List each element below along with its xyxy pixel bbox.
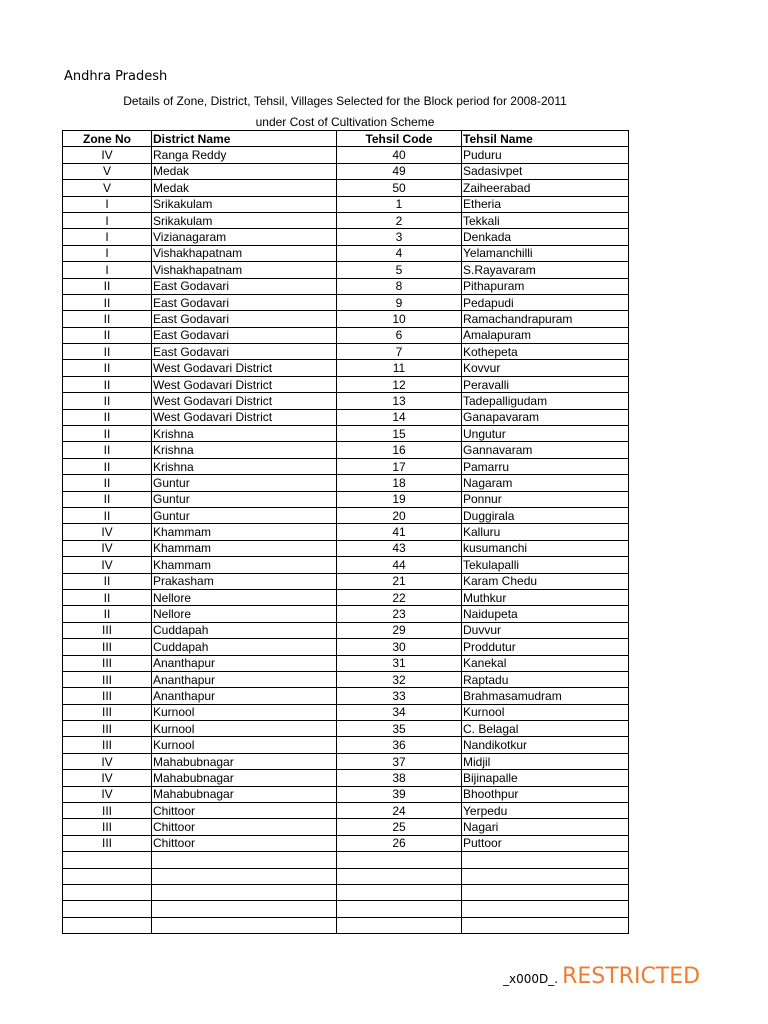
tehsil-name-cell: Muthkur xyxy=(462,589,629,605)
tehsil-code-cell: 13 xyxy=(337,393,462,409)
tehsil-code-cell: 20 xyxy=(337,507,462,523)
header-tehsil-name: Tehsil Name xyxy=(462,131,629,147)
table-row xyxy=(63,294,629,310)
tehsil-name-cell: Pamarru xyxy=(462,458,629,474)
empty-cell xyxy=(63,901,152,917)
zone-no-cell: II xyxy=(63,589,152,605)
table-row xyxy=(63,819,629,835)
tehsil-code-cell: 1 xyxy=(337,196,462,212)
state-title: Andhra Pradesh xyxy=(64,69,168,84)
footer-code: _x000D_ xyxy=(503,972,555,986)
zone-no-cell: II xyxy=(63,294,152,310)
tehsil-name-cell: Kanekal xyxy=(462,655,629,671)
zone-no-cell: IV xyxy=(63,147,152,163)
empty-cell xyxy=(152,852,337,868)
tehsil-code-cell: 22 xyxy=(337,589,462,605)
empty-cell xyxy=(462,901,629,917)
empty-cell xyxy=(63,884,152,900)
empty-cell xyxy=(63,917,152,933)
document-subtitle-line2: under Cost of Cultivation Scheme xyxy=(255,115,435,129)
district-name-cell: Vishakhapatnam xyxy=(152,245,337,261)
tehsil-name-cell: Karam Chedu xyxy=(462,573,629,589)
district-name-cell: Prakasham xyxy=(152,573,337,589)
tehsil-name-cell: Nagaram xyxy=(462,475,629,491)
zone-no-cell: II xyxy=(63,393,152,409)
zone-no-cell: II xyxy=(63,606,152,622)
zone-no-cell: III xyxy=(63,704,152,720)
tehsil-code-cell: 21 xyxy=(337,573,462,589)
table-row xyxy=(63,212,629,228)
district-name-cell: Krishna xyxy=(152,442,337,458)
zone-no-cell: I xyxy=(63,196,152,212)
zone-no-cell: IV xyxy=(63,540,152,556)
district-name-cell: Ranga Reddy xyxy=(152,147,337,163)
district-name-cell: Chittoor xyxy=(152,803,337,819)
empty-cell xyxy=(63,852,152,868)
zone-no-cell: V xyxy=(63,163,152,179)
zone-no-cell: II xyxy=(63,491,152,507)
table-row xyxy=(63,327,629,343)
zone-no-cell: III xyxy=(63,639,152,655)
tehsil-code-cell: 24 xyxy=(337,803,462,819)
district-name-cell: West Godavari District xyxy=(152,376,337,392)
table-row xyxy=(63,196,629,212)
district-name-cell: East Godavari xyxy=(152,294,337,310)
empty-cell xyxy=(152,868,337,884)
tehsil-name-cell: Kovvur xyxy=(462,360,629,376)
zone-no-cell: I xyxy=(63,229,152,245)
tehsil-name-cell: Yerpedu xyxy=(462,803,629,819)
zone-no-cell: III xyxy=(63,671,152,687)
tehsil-name-cell: Amalapuram xyxy=(462,327,629,343)
tehsil-name-cell: Tekkali xyxy=(462,212,629,228)
zone-no-cell: II xyxy=(63,475,152,491)
district-name-cell: Kurnool xyxy=(152,704,337,720)
empty-cell xyxy=(337,852,462,868)
tehsil-code-cell: 32 xyxy=(337,671,462,687)
empty-cell xyxy=(152,884,337,900)
table-row xyxy=(63,589,629,605)
tehsil-code-cell: 11 xyxy=(337,360,462,376)
district-name-cell: West Godavari District xyxy=(152,393,337,409)
tehsil-name-cell: Pithapuram xyxy=(462,278,629,294)
tehsil-name-cell: Ramachandrapuram xyxy=(462,311,629,327)
tehsil-code-cell: 10 xyxy=(337,311,462,327)
tehsil-name-cell: Sadasivpet xyxy=(462,163,629,179)
district-name-cell: Cuddapah xyxy=(152,622,337,638)
zone-no-cell: II xyxy=(63,458,152,474)
district-name-cell: Mahabubnagar xyxy=(152,786,337,802)
table-row xyxy=(63,376,629,392)
tehsil-name-cell: Ponnur xyxy=(462,491,629,507)
header-zone-no: Zone No xyxy=(63,131,152,147)
zone-no-cell: III xyxy=(63,655,152,671)
tehsil-name-cell: Kothepeta xyxy=(462,344,629,360)
tehsil-code-cell: 25 xyxy=(337,819,462,835)
district-name-cell: Cuddapah xyxy=(152,639,337,655)
district-name-cell: Chittoor xyxy=(152,835,337,851)
zone-no-cell: II xyxy=(63,376,152,392)
tehsil-name-cell: Naidupeta xyxy=(462,606,629,622)
table-row xyxy=(63,704,629,720)
district-name-cell: Ananthapur xyxy=(152,688,337,704)
zone-no-cell: II xyxy=(63,327,152,343)
tehsil-name-cell: Nagari xyxy=(462,819,629,835)
table-row xyxy=(63,163,629,179)
table-row xyxy=(63,475,629,491)
table-row xyxy=(63,671,629,687)
tehsil-code-cell: 18 xyxy=(337,475,462,491)
table-row xyxy=(63,180,629,196)
tehsil-code-cell: 43 xyxy=(337,540,462,556)
zone-no-cell: IV xyxy=(63,786,152,802)
district-name-cell: Vizianagaram xyxy=(152,229,337,245)
table-row xyxy=(63,622,629,638)
tehsil-name-cell: Zaiheerabad xyxy=(462,180,629,196)
district-name-cell: Mahabubnagar xyxy=(152,753,337,769)
footer-dot: . xyxy=(554,972,559,986)
tehsil-name-cell: Gannavaram xyxy=(462,442,629,458)
empty-cell xyxy=(152,901,337,917)
table-row xyxy=(63,557,629,573)
zone-no-cell: IV xyxy=(63,557,152,573)
district-name-cell: Khammam xyxy=(152,524,337,540)
table-row xyxy=(63,245,629,261)
empty-table-row xyxy=(63,852,629,868)
district-name-cell: Nellore xyxy=(152,606,337,622)
tehsil-code-cell: 50 xyxy=(337,180,462,196)
tehsil-code-cell: 44 xyxy=(337,557,462,573)
zone-no-cell: II xyxy=(63,442,152,458)
zone-no-cell: III xyxy=(63,819,152,835)
tehsil-name-cell: S.Rayavaram xyxy=(462,262,629,278)
zone-no-cell: II xyxy=(63,426,152,442)
tehsil-code-cell: 14 xyxy=(337,409,462,425)
tehsil-code-cell: 49 xyxy=(337,163,462,179)
zone-no-cell: I xyxy=(63,245,152,261)
zone-no-cell: V xyxy=(63,180,152,196)
district-name-cell: Vishakhapatnam xyxy=(152,262,337,278)
table-row xyxy=(63,278,629,294)
zone-no-cell: III xyxy=(63,835,152,851)
tehsil-name-cell: Kurnool xyxy=(462,704,629,720)
tehsil-name-cell: Etheria xyxy=(462,196,629,212)
table-row xyxy=(63,573,629,589)
tehsil-code-cell: 37 xyxy=(337,753,462,769)
tehsil-code-cell: 35 xyxy=(337,721,462,737)
footer-label xyxy=(503,964,700,989)
tehsil-code-cell: 33 xyxy=(337,688,462,704)
empty-cell xyxy=(462,868,629,884)
tehsil-name-cell: Midjil xyxy=(462,753,629,769)
tehsil-name-cell: Puttoor xyxy=(462,835,629,851)
district-name-cell: Khammam xyxy=(152,557,337,573)
tehsil-code-cell: 9 xyxy=(337,294,462,310)
header-tehsil-code: Tehsil Code xyxy=(337,131,462,147)
tehsil-name-cell: Ganapavaram xyxy=(462,409,629,425)
zone-no-cell: II xyxy=(63,311,152,327)
table-header-row xyxy=(63,131,629,147)
tehsil-code-cell: 38 xyxy=(337,770,462,786)
tehsil-name-cell: Denkada xyxy=(462,229,629,245)
district-name-cell: Krishna xyxy=(152,426,337,442)
table-row xyxy=(63,360,629,376)
tehsil-code-cell: 3 xyxy=(337,229,462,245)
tehsil-code-cell: 4 xyxy=(337,245,462,261)
district-name-cell: West Godavari District xyxy=(152,409,337,425)
header-district-name: District Name xyxy=(152,131,337,147)
table-row xyxy=(63,803,629,819)
district-name-cell: Kurnool xyxy=(152,737,337,753)
tehsil-name-cell: Tadepalligudam xyxy=(462,393,629,409)
district-name-cell: Guntur xyxy=(152,475,337,491)
tehsil-code-cell: 5 xyxy=(337,262,462,278)
table-row xyxy=(63,721,629,737)
table-row xyxy=(63,737,629,753)
tehsil-code-cell: 17 xyxy=(337,458,462,474)
empty-cell xyxy=(462,852,629,868)
tehsil-code-cell: 31 xyxy=(337,655,462,671)
table-row xyxy=(63,639,629,655)
tehsil-name-cell: Peravalli xyxy=(462,376,629,392)
table-row xyxy=(63,507,629,523)
table-row xyxy=(63,770,629,786)
district-name-cell: Medak xyxy=(152,163,337,179)
table-row xyxy=(63,835,629,851)
tehsil-code-cell: 29 xyxy=(337,622,462,638)
zone-no-cell: III xyxy=(63,737,152,753)
tehsil-code-cell: 23 xyxy=(337,606,462,622)
tehsil-name-cell: Pedapudi xyxy=(462,294,629,310)
table-row xyxy=(63,393,629,409)
district-name-cell: Krishna xyxy=(152,458,337,474)
table-row xyxy=(63,786,629,802)
district-name-cell: Guntur xyxy=(152,507,337,523)
zone-no-cell: II xyxy=(63,507,152,523)
table-row xyxy=(63,311,629,327)
tehsil-code-cell: 8 xyxy=(337,278,462,294)
tehsil-name-cell: Kalluru xyxy=(462,524,629,540)
zone-no-cell: IV xyxy=(63,770,152,786)
empty-cell xyxy=(337,901,462,917)
tehsil-name-cell: Puduru xyxy=(462,147,629,163)
district-name-cell: East Godavari xyxy=(152,311,337,327)
zone-no-cell: IV xyxy=(63,753,152,769)
district-name-cell: Kurnool xyxy=(152,721,337,737)
tehsil-code-cell: 12 xyxy=(337,376,462,392)
district-name-cell: East Godavari xyxy=(152,327,337,343)
empty-cell xyxy=(63,868,152,884)
document-subtitle: Details of Zone, District, Tehsil, Villages Selected for the Block period for 2008-2011 xyxy=(123,94,567,108)
district-name-cell: Chittoor xyxy=(152,819,337,835)
table-row xyxy=(63,458,629,474)
tehsil-code-cell: 30 xyxy=(337,639,462,655)
empty-table-row xyxy=(63,884,629,900)
district-name-cell: Ananthapur xyxy=(152,655,337,671)
table-row xyxy=(63,753,629,769)
tehsil-code-cell: 40 xyxy=(337,147,462,163)
zone-no-cell: II xyxy=(63,278,152,294)
tehsil-code-cell: 26 xyxy=(337,835,462,851)
zone-no-cell: II xyxy=(63,344,152,360)
tehsil-name-cell: Duvvur xyxy=(462,622,629,638)
tehsil-name-cell: Yelamanchilli xyxy=(462,245,629,261)
tehsil-code-cell: 36 xyxy=(337,737,462,753)
district-name-cell: Khammam xyxy=(152,540,337,556)
table-body xyxy=(63,147,629,934)
table-row xyxy=(63,426,629,442)
table-row xyxy=(63,409,629,425)
district-name-cell: Medak xyxy=(152,180,337,196)
zone-no-cell: I xyxy=(63,262,152,278)
zone-no-cell: III xyxy=(63,622,152,638)
empty-cell xyxy=(337,884,462,900)
district-name-cell: Ananthapur xyxy=(152,671,337,687)
tehsil-name-cell: kusumanchi xyxy=(462,540,629,556)
table-row xyxy=(63,147,629,163)
district-name-cell: Guntur xyxy=(152,491,337,507)
tehsil-name-cell: C. Belagal xyxy=(462,721,629,737)
zone-no-cell: IV xyxy=(63,524,152,540)
tehsil-code-cell: 41 xyxy=(337,524,462,540)
empty-cell xyxy=(152,917,337,933)
empty-cell xyxy=(337,917,462,933)
tehsil-code-cell: 39 xyxy=(337,786,462,802)
tehsil-code-cell: 19 xyxy=(337,491,462,507)
tehsil-name-cell: Bijinapalle xyxy=(462,770,629,786)
district-name-cell: East Godavari xyxy=(152,344,337,360)
tehsil-name-cell: Ungutur xyxy=(462,426,629,442)
zone-no-cell: III xyxy=(63,721,152,737)
table-row xyxy=(63,344,629,360)
table-row xyxy=(63,606,629,622)
table-row xyxy=(63,262,629,278)
district-name-cell: Srikakulam xyxy=(152,212,337,228)
empty-table-row xyxy=(63,901,629,917)
district-name-cell: West Godavari District xyxy=(152,360,337,376)
table-row xyxy=(63,655,629,671)
district-name-cell: Srikakulam xyxy=(152,196,337,212)
empty-table-row xyxy=(63,917,629,933)
table-row xyxy=(63,229,629,245)
tehsil-code-cell: 16 xyxy=(337,442,462,458)
empty-cell xyxy=(337,868,462,884)
zone-no-cell: III xyxy=(63,688,152,704)
tehsil-code-cell: 2 xyxy=(337,212,462,228)
zone-no-cell: II xyxy=(63,573,152,589)
tehsil-code-cell: 15 xyxy=(337,426,462,442)
tehsil-name-cell: Bhoothpur xyxy=(462,786,629,802)
district-name-cell: East Godavari xyxy=(152,278,337,294)
table-row xyxy=(63,442,629,458)
empty-cell xyxy=(462,917,629,933)
tehsil-name-cell: Proddutur xyxy=(462,639,629,655)
table-row xyxy=(63,540,629,556)
empty-table-row xyxy=(63,868,629,884)
empty-cell xyxy=(462,884,629,900)
tehsil-table xyxy=(62,130,629,934)
district-name-cell: Mahabubnagar xyxy=(152,770,337,786)
restricted-label: RESTRICTED xyxy=(562,964,701,989)
zone-no-cell: II xyxy=(63,360,152,376)
tehsil-code-cell: 34 xyxy=(337,704,462,720)
table-row xyxy=(63,524,629,540)
tehsil-name-cell: Tekulapalli xyxy=(462,557,629,573)
tehsil-code-cell: 7 xyxy=(337,344,462,360)
table-row xyxy=(63,688,629,704)
tehsil-name-cell: Raptadu xyxy=(462,671,629,687)
tehsil-name-cell: Nandikotkur xyxy=(462,737,629,753)
tehsil-name-cell: Duggirala xyxy=(462,507,629,523)
district-name-cell: Nellore xyxy=(152,589,337,605)
tehsil-code-cell: 6 xyxy=(337,327,462,343)
table-row xyxy=(63,491,629,507)
zone-no-cell: III xyxy=(63,803,152,819)
zone-no-cell: I xyxy=(63,212,152,228)
zone-no-cell: II xyxy=(63,409,152,425)
tehsil-name-cell: Brahmasamudram xyxy=(462,688,629,704)
